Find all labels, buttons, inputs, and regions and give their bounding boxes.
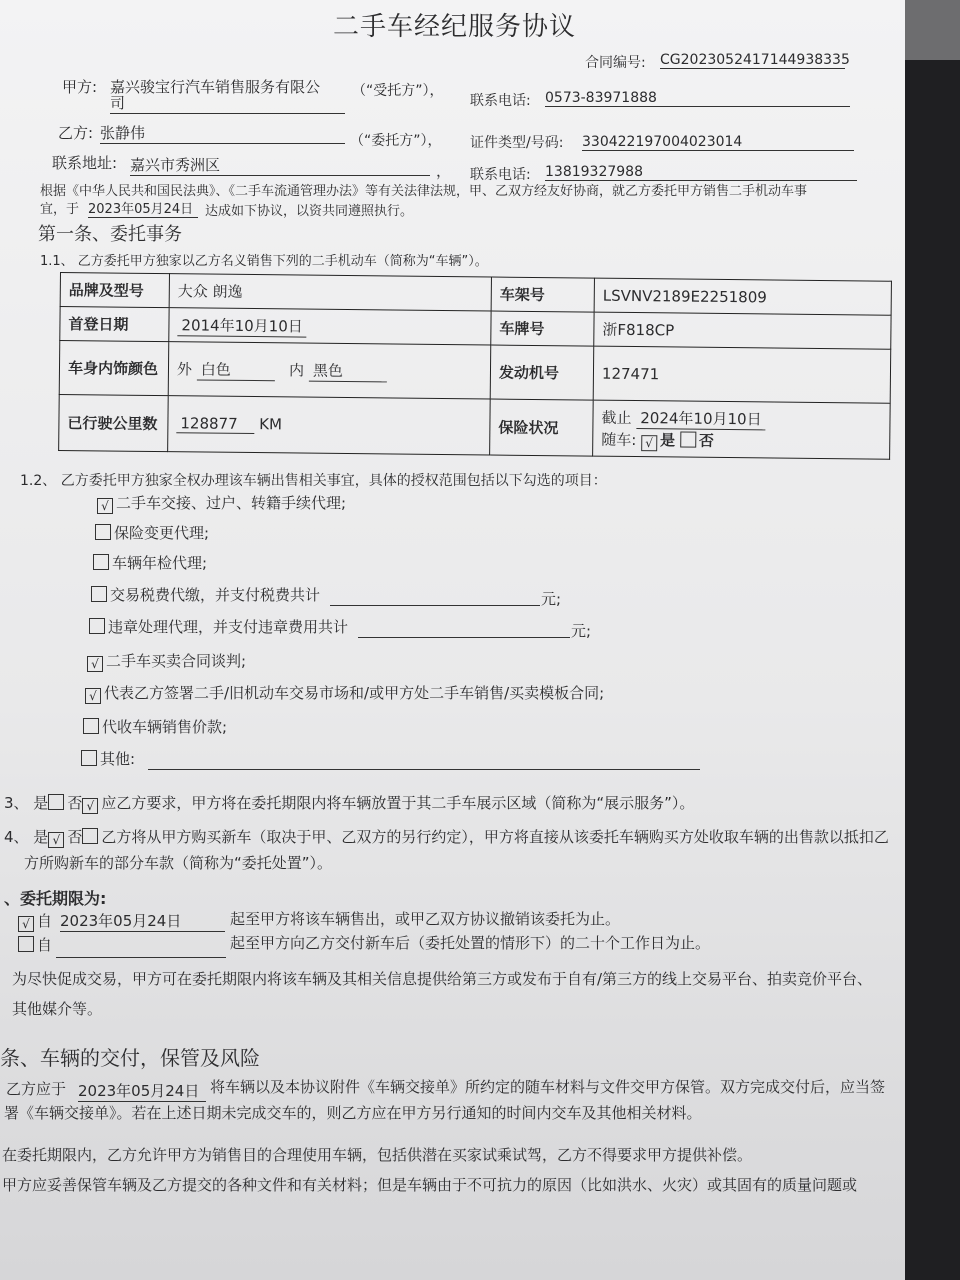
reg-date-value: 2014年10月10日 — [177, 314, 307, 337]
intro-line2-start: 宜，于 — [40, 202, 80, 217]
engine-value: 127471 — [593, 346, 891, 403]
engine-label: 发动机号 — [490, 345, 594, 400]
article2-1-text: 将车辆以及本协议附件《车辆交接单》所约定的随车材料与文件交甲方保管。双方完成交付后，应当签 — [210, 1078, 886, 1096]
intro-date: 2023年05月24日 — [88, 198, 198, 218]
address-label: 联系地址: — [52, 154, 118, 172]
mileage-unit: KM — [259, 415, 283, 434]
section-1-1: 1.1、 乙方委托甲方独家以乙方名义销售下列的二手机动车（简称为“车辆”）。 — [40, 254, 488, 269]
option-tax-label: 交易税费代缴，并支付税费共计 — [110, 586, 321, 604]
color-cell — [168, 342, 491, 399]
option-negotiation — [87, 650, 246, 672]
option-negotiation-checkbox[interactable]: √ — [87, 656, 103, 672]
party-b-phone-label: 联系电话: — [470, 167, 531, 183]
section-1-4-yes: 4、 是 — [4, 828, 49, 846]
brand-label: 品牌及型号 — [60, 273, 169, 308]
period-1-prefix: 自 — [37, 912, 53, 930]
option-violation-checkbox[interactable] — [89, 618, 105, 634]
section-1-4-text: 乙方将从甲方购买新车（取决于甲、乙双方的另行约定），甲方将直接从该委托车辆购买方处收取车辆的出售款以抵扣乙 — [101, 828, 889, 846]
int-color-value: 黑色 — [309, 359, 387, 382]
option-tax — [91, 584, 320, 605]
option-other — [81, 748, 135, 769]
vin-label: 车架号 — [491, 277, 594, 312]
period-1-checkbox[interactable]: √ — [18, 916, 34, 932]
period-2-text: 起至甲方向乙方交付新车后（委托处置的情形下）的二十个工作日为止。 — [230, 934, 711, 952]
tax-amount-line — [330, 604, 540, 606]
promotion-line2: 其他媒介等。 — [12, 1000, 103, 1018]
brand-value: 大众 朗逸 — [169, 274, 491, 311]
display-no-checkbox[interactable]: √ — [82, 798, 98, 814]
plate-value: 浙F818CP — [594, 312, 891, 349]
section-1-4-no: 否 — [67, 828, 83, 846]
insurance-label: 保险状况 — [490, 399, 594, 456]
insurance-with-car-label: 随车: — [601, 430, 637, 449]
option-violation — [89, 616, 348, 637]
section-1-3 — [4, 792, 694, 814]
address-value: 嘉兴市秀洲区 — [130, 154, 430, 176]
tax-unit: 元; — [541, 590, 562, 608]
section-1-4-cont: 方所购新车的部分车款（简称为“委托处置”）。 — [24, 854, 333, 872]
option-insurance-checkbox[interactable] — [95, 524, 111, 540]
section-1-3-yes: 3、 是 — [4, 794, 49, 812]
option-transfer — [97, 492, 346, 514]
insurance-yes-checkbox[interactable]: √ — [641, 435, 657, 451]
option-sign-contract-label: 代表乙方签署二手/旧机动车交易市场和/或甲方处二手车销售/买卖模板合同; — [104, 684, 605, 702]
option-other-checkbox[interactable] — [81, 750, 97, 766]
party-b-label: 乙方: — [58, 124, 94, 142]
insurance-yes-label: 是 — [660, 430, 676, 449]
id-label: 证件类型/号码: — [470, 135, 564, 151]
option-negotiation-label: 二手车买卖合同谈判; — [106, 652, 247, 670]
contract-no-label: 合同编号: — [585, 55, 646, 71]
purchase-yes-checkbox[interactable]: √ — [48, 832, 64, 848]
option-insurance-label: 保险变更代理; — [114, 524, 210, 542]
article2-1-cont: 署《车辆交接单》。若在上述日期未完成交车的，则乙方应在甲方另行通知的时间内交车及其他相关材料。 — [4, 1104, 702, 1122]
insurance-no-checkbox[interactable] — [680, 431, 696, 447]
article2-1-date: 2023年05月24日 — [78, 1080, 206, 1102]
intro-line2-end: 达成如下协议，以资共同遵照执行。 — [205, 204, 414, 219]
party-b-name: 张静伟 — [100, 122, 345, 144]
intro-line1: 根据《中华人民共和国民法典》、《二手车流通管理办法》等有关法律法规，甲、乙双方经友好协商，就乙方委托甲方销售二手机动车事 — [40, 184, 808, 199]
option-insurance — [95, 522, 209, 543]
violation-amount-line — [358, 636, 570, 638]
section-1-5-title: 、委托期限为: — [4, 889, 107, 908]
period-2-prefix: 自 — [37, 936, 53, 954]
other-line — [148, 768, 700, 770]
option-collect-payment — [83, 716, 227, 737]
party-a-name-line1: 嘉兴骏宝行汽车销售服务有限公 — [110, 78, 321, 96]
option-sign-contract-checkbox[interactable]: √ — [85, 688, 101, 704]
insurance-until-label: 截止 — [601, 408, 632, 427]
article2-title: 条、车辆的交付，保管及风险 — [0, 1046, 260, 1070]
period-option-2 — [18, 934, 52, 955]
period-1-text: 起至甲方将该车辆售出，或甲乙双方协议撤销该委托为止。 — [230, 910, 621, 928]
purchase-no-checkbox[interactable] — [82, 828, 98, 844]
reg-date-label: 首登日期 — [60, 307, 169, 342]
option-tax-checkbox[interactable] — [91, 586, 107, 602]
party-a-label: 甲方: — [62, 78, 98, 96]
period-option-1 — [18, 910, 52, 932]
section-1-3-no: 否 — [67, 794, 83, 812]
party-b-phone: 13819327988 — [545, 164, 857, 181]
document-title: 二手车经纪服务协议 — [333, 12, 577, 42]
option-inspection-checkbox[interactable] — [93, 554, 109, 570]
article2-1-start: 乙方应于 — [6, 1080, 67, 1098]
insurance-until-date: 2024年10月10日 — [636, 407, 766, 430]
option-sign-contract — [85, 682, 604, 704]
mileage-cell — [168, 396, 491, 455]
mileage-value: 128877 — [176, 414, 254, 434]
option-collect-payment-checkbox[interactable] — [83, 718, 99, 734]
option-inspection-label: 车辆年检代理; — [112, 554, 208, 572]
id-number: 330422197004023014 — [582, 134, 854, 151]
party-a-role: （“受托方”）， — [352, 83, 444, 99]
period-2-date-line — [56, 956, 226, 958]
period-1-date: 2023年05月24日 — [60, 910, 225, 932]
option-transfer-label: 二手车交接、过户、转籍手续代理; — [116, 494, 347, 512]
insurance-cell — [593, 400, 891, 459]
color-label: 车身内饰颜色 — [59, 341, 169, 396]
reg-date-cell — [169, 308, 491, 345]
article1-title: 第一条、委托事务 — [38, 224, 182, 245]
section-1-3-text: 应乙方要求，甲方将在委托期限内将车辆放置于其二手车展示区域（简称为“展示服务”）。 — [101, 794, 695, 812]
option-inspection — [93, 552, 207, 573]
period-2-checkbox[interactable] — [18, 936, 34, 952]
party-b-role: （“委托方”）， — [350, 133, 442, 149]
mileage-label: 已行驶公里数 — [59, 394, 169, 451]
violation-unit: 元; — [571, 622, 592, 640]
option-violation-label: 违章处理代理，并支付违章费用共计 — [108, 618, 349, 636]
article2-3: 甲方应妥善保管车辆及乙方提交的各种文件和有关材料；但是车辆由于不可抗力的原因（比如洪水、火灾）或其固有的质量问题或 — [2, 1176, 858, 1194]
display-yes-checkbox[interactable] — [48, 794, 64, 810]
section-1-4 — [4, 826, 889, 848]
ext-color-label: 外 — [176, 359, 193, 378]
insurance-no-label: 否 — [698, 431, 715, 450]
int-color-label: 内 — [289, 360, 305, 380]
option-transfer-checkbox[interactable]: √ — [97, 498, 113, 514]
option-collect-payment-label: 代收车辆销售价款; — [102, 718, 228, 736]
promotion-line1: 为尽快促成交易，甲方可在委托期限内将该车辆及其相关信息提供给第三方或发布于自有/第三方的线上交易平台、拍卖竞价平台、 — [12, 970, 873, 988]
section-1-2: 1.2、 乙方委托甲方独家全权办理该车辆出售相关事宜，具体的授权范围包括以下勾选的项目： — [20, 473, 607, 489]
party-a-name-line2: 司 — [110, 92, 345, 114]
contract-no: CG2023052417144938335 — [660, 52, 850, 68]
option-other-label: 其他: — [100, 750, 136, 768]
vin-value: LSVNV2189E2251809 — [594, 278, 891, 315]
address-comma: ， — [436, 162, 452, 180]
party-a-phone-label: 联系电话: — [470, 93, 531, 109]
article2-2: 在委托期限内，乙方允许甲方为销售目的合理使用车辆，包括供潜在买家试乘试驾，乙方不得要求甲方提供补偿。 — [2, 1146, 753, 1164]
ext-color-value: 白色 — [197, 358, 275, 381]
vehicle-table — [58, 272, 892, 460]
plate-label: 车牌号 — [491, 311, 594, 346]
party-a-phone: 0573-83971888 — [545, 90, 850, 107]
